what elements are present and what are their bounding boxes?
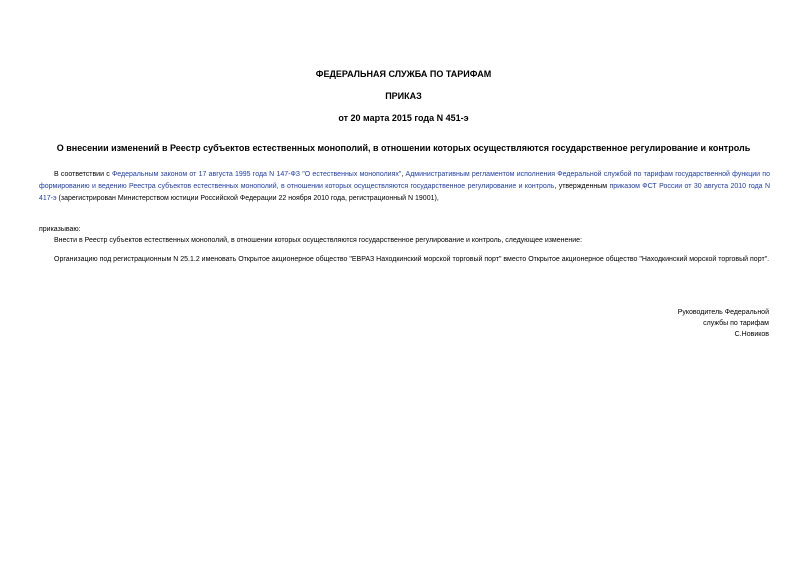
paragraph-text: , утвержденным (554, 183, 610, 190)
document-type: ПРИКАЗ (385, 91, 422, 101)
paragraph-text: , (401, 171, 406, 178)
paragraph-text: Внести в Реестр субъектов естественных монополий, в отношении которых осуществляются государственное регулирование и контроль, следующее изменение: (54, 237, 583, 244)
signature-position: Руководитель Федеральной (677, 309, 769, 316)
paragraph-text: Организацию под регистрационным N 25.1.2 именовать Открытое акционерное общество "ЕВРАЗ Находкинский морской торговый порт" вместо Открытое акционерное общество "Находкинский морской торговый порт". (54, 256, 770, 263)
paragraph-text: В соответствии с (54, 171, 112, 178)
agency-title: ФЕДЕРАЛЬНАЯ СЛУЖБА ПО ТАРИФАМ (315, 69, 492, 79)
signature-name: С.Новиков (734, 331, 769, 338)
admin-regulation-link[interactable]: Административным регламентом исполнения Федеральной службой по тарифам государственной функции по формированию и ведению Реестра субъектов естественных монополий, в отношении которых осуществляются государственное регулирование и контроль (39, 171, 770, 190)
document-date: от 20 марта 2015 года N 451-э (338, 113, 469, 123)
order-keyword: приказываю: (39, 226, 81, 233)
document-subject: О внесении изменений в Реестр субъектов естественных монополий, в отношении которых осуществляются государственное регулирование и контроль (56, 143, 751, 153)
federal-law-link[interactable]: Федеральным законом от 17 августа 1995 года N 147-ФЗ "О естественных монополиях" (111, 171, 402, 178)
paragraph-basis (39, 169, 770, 205)
paragraph-rename (39, 254, 770, 266)
paragraph-amendment (39, 235, 770, 247)
paragraph-text: (зарегистрирован Министерством юстиции Российской Федерации 22 ноября 2010 года, регистрационный N 19001), (56, 195, 439, 202)
fst-order-link[interactable]: приказом ФСТ России от 30 августа 2010 года N 417-э (39, 183, 770, 202)
signature-block (678, 307, 769, 340)
signature-position-cont: службы по тарифам (703, 320, 769, 327)
